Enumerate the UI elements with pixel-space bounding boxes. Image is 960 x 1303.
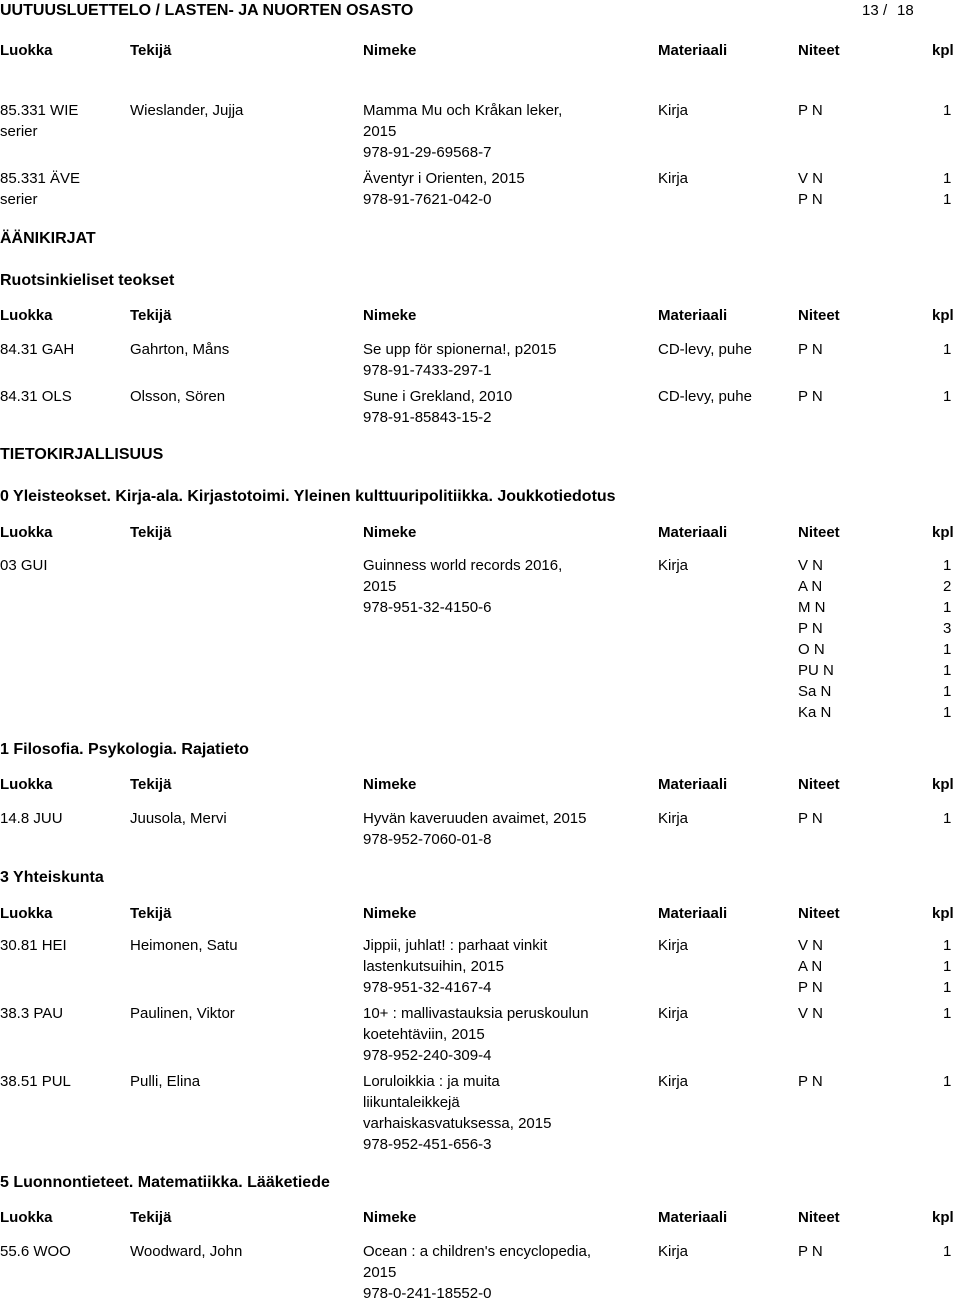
record-author: Heimonen, Satu (130, 937, 238, 954)
record-copy-code: P N (798, 388, 823, 405)
record-copy-count: 1 (943, 1005, 952, 1022)
record-class: 03 GUI (0, 557, 48, 574)
record-copy-code: O N (798, 641, 825, 658)
column-header-niteet: Niteet (798, 905, 840, 922)
record-title: liikuntaleikkejä (363, 1094, 460, 1111)
record-title: 978-951-32-4167-4 (363, 979, 492, 996)
column-header-luokka: Luokka (0, 1209, 53, 1226)
record-title: 2015 (363, 1264, 397, 1281)
record-copy-code: A N (798, 578, 823, 595)
record-material: Kirja (658, 170, 689, 187)
section-heading: TIETOKIRJALLISUUS (0, 446, 164, 463)
record-title: Sune i Grekland, 2010 (363, 388, 513, 405)
column-header-materiaali: Materiaali (658, 524, 728, 541)
record-title: 978-0-241-18552-0 (363, 1285, 492, 1302)
record-class: 38.51 PUL (0, 1073, 71, 1090)
record-copy-count: 1 (943, 810, 952, 827)
record-title: Se upp för spionerna!, p2015 (363, 341, 557, 358)
record-copy-code: V N (798, 557, 824, 574)
record-author: Gahrton, Måns (130, 341, 230, 358)
record-class: 85.331 ÄVE (0, 170, 81, 187)
record-author: Olsson, Sören (130, 388, 226, 405)
column-header-tekija: Tekijä (130, 1209, 172, 1226)
section-heading: Ruotsinkieliset teokset (0, 272, 175, 289)
column-header-nimeke: Nimeke (363, 1209, 417, 1226)
record-copy-count: 1 (943, 557, 952, 574)
record-class: 84.31 GAH (0, 341, 75, 358)
record-copy-count: 1 (943, 979, 952, 996)
record-material: CD-levy, puhe (658, 341, 752, 358)
record-copy-count: 1 (943, 102, 952, 119)
record-copy-code: P N (798, 979, 823, 996)
column-header-materiaali: Materiaali (658, 905, 728, 922)
record-copy-code: PU N (798, 662, 834, 679)
record-title: lastenkutsuihin, 2015 (363, 958, 504, 975)
record-material: CD-levy, puhe (658, 388, 752, 405)
record-author: Juusola, Mervi (130, 810, 227, 827)
record-copy-code: P N (798, 1073, 823, 1090)
record-copy-count: 1 (943, 958, 952, 975)
record-material: Kirja (658, 937, 689, 954)
record-copy-count: 1 (943, 662, 952, 679)
section-heading: ÄÄNIKIRJAT (0, 230, 96, 247)
record-class: 84.31 OLS (0, 388, 72, 405)
record-material: Kirja (658, 810, 689, 827)
record-material: Kirja (658, 102, 689, 119)
column-header-nimeke: Nimeke (363, 524, 417, 541)
record-copy-code: P N (798, 810, 823, 827)
column-header-niteet: Niteet (798, 524, 840, 541)
record-author: Pulli, Elina (130, 1073, 201, 1090)
column-header-niteet: Niteet (798, 307, 840, 324)
column-header-niteet: Niteet (798, 1209, 840, 1226)
record-copy-code: P N (798, 341, 823, 358)
page-total: 18 (897, 2, 914, 19)
record-title: 2015 (363, 578, 397, 595)
record-title: 978-91-7433-297-1 (363, 362, 492, 379)
page-current: 13 (862, 2, 879, 19)
column-header-materiaali: Materiaali (658, 307, 728, 324)
record-class: 85.331 WIE (0, 102, 79, 119)
record-title: 2015 (363, 123, 397, 140)
column-header-materiaali: Materiaali (658, 42, 728, 59)
section-heading: 3 Yhteiskunta (0, 869, 104, 886)
record-copy-code: A N (798, 958, 823, 975)
record-copy-count: 1 (943, 683, 952, 700)
column-header-tekija: Tekijä (130, 776, 172, 793)
column-header-kpl: kpl (932, 905, 954, 922)
record-author: Woodward, John (130, 1243, 243, 1260)
column-header-materiaali: Materiaali (658, 1209, 728, 1226)
column-header-luokka: Luokka (0, 776, 53, 793)
record-title: 978-952-451-656-3 (363, 1136, 492, 1153)
record-title: koetehtäviin, 2015 (363, 1026, 485, 1043)
record-title: 978-91-7621-042-0 (363, 191, 492, 208)
record-class: serier (0, 123, 38, 140)
record-copy-count: 1 (943, 170, 952, 187)
record-copy-code: V N (798, 937, 824, 954)
record-copy-count: 1 (943, 599, 952, 616)
record-copy-code: P N (798, 1243, 823, 1260)
record-copy-count: 1 (943, 1073, 952, 1090)
record-copy-code: P N (798, 620, 823, 637)
column-header-niteet: Niteet (798, 776, 840, 793)
section-heading: 0 Yleisteokset. Kirja-ala. Kirjastotoimi. Yleinen kulttuuripolitiikka. Joukkotiedotus (0, 488, 616, 505)
record-copy-count: 1 (943, 1243, 952, 1260)
record-copy-code: V N (798, 170, 824, 187)
column-header-tekija: Tekijä (130, 42, 172, 59)
record-copy-count: 1 (943, 341, 952, 358)
column-header-luokka: Luokka (0, 905, 53, 922)
record-copy-code: P N (798, 102, 823, 119)
column-header-tekija: Tekijä (130, 905, 172, 922)
record-copy-code: Ka N (798, 704, 832, 721)
record-copy-count: 3 (943, 620, 952, 637)
record-copy-count: 2 (943, 578, 952, 595)
record-title: Ocean : a children's encyclopedia, (363, 1243, 591, 1260)
record-material: Kirja (658, 1073, 689, 1090)
record-class: serier (0, 191, 38, 208)
column-header-nimeke: Nimeke (363, 42, 417, 59)
record-title: Loruloikkia : ja muita (363, 1073, 500, 1090)
column-header-kpl: kpl (932, 42, 954, 59)
record-class: 55.6 WOO (0, 1243, 71, 1260)
record-author: Paulinen, Viktor (130, 1005, 235, 1022)
record-copy-code: V N (798, 1005, 824, 1022)
column-header-luokka: Luokka (0, 42, 53, 59)
record-class: 38.3 PAU (0, 1005, 64, 1022)
record-class: 30.81 HEI (0, 937, 67, 954)
record-class: 14.8 JUU (0, 810, 63, 827)
column-header-luokka: Luokka (0, 307, 53, 324)
record-title: 978-952-7060-01-8 (363, 831, 492, 848)
record-copy-count: 1 (943, 191, 952, 208)
record-title: Äventyr i Orienten, 2015 (363, 170, 525, 187)
record-title: Guinness world records 2016, (363, 557, 563, 574)
section-heading: 5 Luonnontieteet. Matematiikka. Lääketiede (0, 1174, 330, 1191)
record-title: Mamma Mu och Kråkan leker, (363, 102, 563, 119)
column-header-nimeke: Nimeke (363, 776, 417, 793)
record-copy-count: 1 (943, 388, 952, 405)
record-copy-count: 1 (943, 937, 952, 954)
record-title: 978-952-240-309-4 (363, 1047, 492, 1064)
record-title: 978-91-29-69568-7 (363, 144, 492, 161)
record-title: 978-91-85843-15-2 (363, 409, 492, 426)
section-heading: 1 Filosofia. Psykologia. Rajatieto (0, 741, 249, 758)
column-header-nimeke: Nimeke (363, 307, 417, 324)
record-title: varhaiskasvatuksessa, 2015 (363, 1115, 552, 1132)
column-header-niteet: Niteet (798, 42, 840, 59)
record-title: Hyvän kaveruuden avaimet, 2015 (363, 810, 587, 827)
record-material: Kirja (658, 1005, 689, 1022)
record-copy-count: 1 (943, 704, 952, 721)
page-title: UUTUUSLUETTELO / LASTEN- JA NUORTEN OSASTO (0, 2, 414, 19)
column-header-kpl: kpl (932, 776, 954, 793)
column-header-kpl: kpl (932, 307, 954, 324)
column-header-nimeke: Nimeke (363, 905, 417, 922)
column-header-tekija: Tekijä (130, 524, 172, 541)
record-material: Kirja (658, 557, 689, 574)
page-separator: / (883, 2, 888, 19)
record-title: 978-951-32-4150-6 (363, 599, 492, 616)
record-copy-code: Sa N (798, 683, 832, 700)
column-header-kpl: kpl (932, 1209, 954, 1226)
record-author: Wieslander, Jujja (130, 102, 244, 119)
record-copy-count: 1 (943, 641, 952, 658)
column-header-luokka: Luokka (0, 524, 53, 541)
record-title: Jippii, juhlat! : parhaat vinkit (363, 937, 548, 954)
record-copy-code: M N (798, 599, 826, 616)
record-copy-code: P N (798, 191, 823, 208)
record-material: Kirja (658, 1243, 689, 1260)
column-header-materiaali: Materiaali (658, 776, 728, 793)
record-title: 10+ : mallivastauksia peruskoulun (363, 1005, 589, 1022)
column-header-kpl: kpl (932, 524, 954, 541)
column-header-tekija: Tekijä (130, 307, 172, 324)
